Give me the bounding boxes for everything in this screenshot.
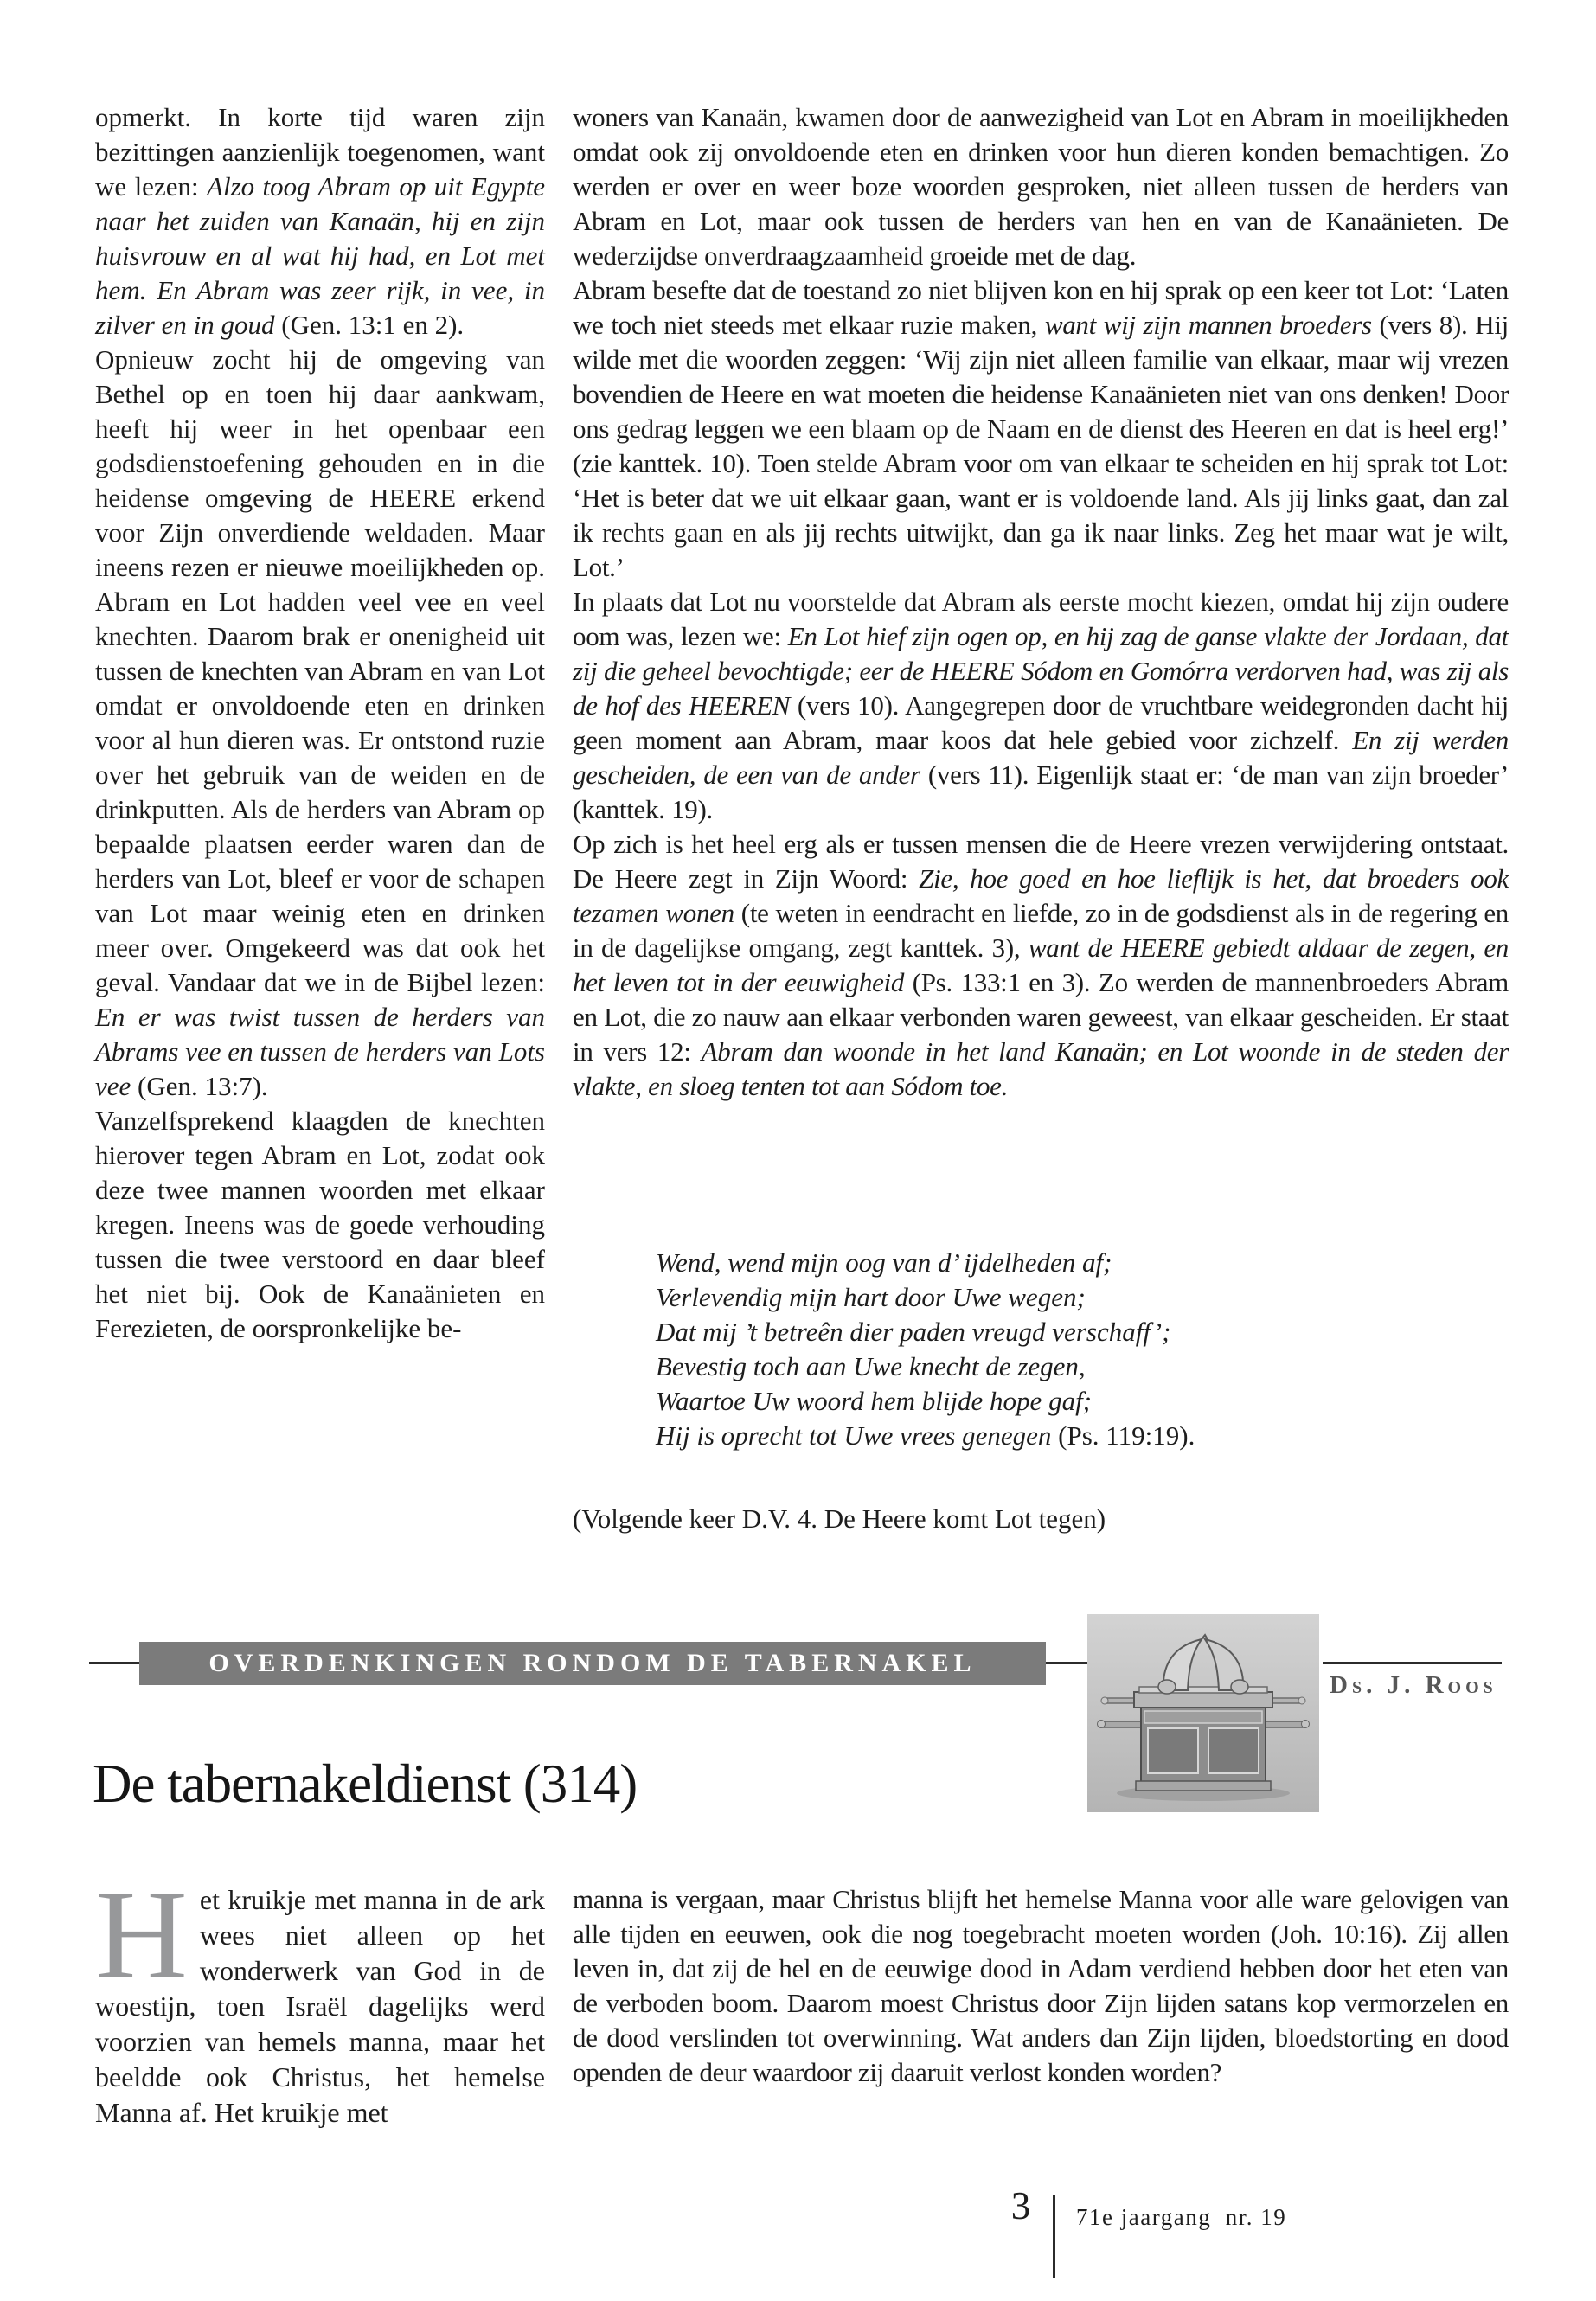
paragraph: woners van Kanaän, kwamen door de aanwezigheid van Lot en Abram in moeilijkheden omdat ook zij onvoldoende eten en drinken voor hun dieren konden bemachtigen. Zo werden er over en weer boze woorden gesproken, niet alleen tussen de herders van Abram en Lot, maar ook tussen de herders van hen en van de Kanaänieten. De wederzijdse onverdraagzaamheid groeide met de dag.	[573, 102, 1509, 271]
paragraph: In plaats dat Lot nu voorstelde dat Abram als eerste mocht kiezen, omdat hij zijn oudere oom was, lezen we: En Lot hief zijn ogen op, en hij zag de ganse vlakte der Jordaan, dat zij die geheel bevochtigde; eer de HEERE Sódom en Gomórra verdorven had, was zij als de hof des HEEREN (vers 10). Aangegrepen door de vruchtbare weidegronden dacht hij geen moment aan Abram, maar koos dat hele gebied voor zichzelf. En zij werden gescheiden, de een van de ander (vers 11). Eigenlijk staat er: ‘de man van zijn broeder’ (kanttek. 19).	[573, 586, 1509, 824]
psalm-poem	[656, 1246, 1330, 1453]
page-number: 3	[1010, 2184, 1031, 2227]
section-banner-label: OVERDENKINGEN RONDOM DE TABERNAKEL	[208, 1649, 977, 1677]
dropcap-letter: H	[95, 1864, 188, 2006]
paragraph: manna is vergaan, maar Christus blijft het hemelse Manna voor alle ware gelovigen van alle tijden en eeuwen, ook die nog toegebracht moeten worden (Joh. 10:16). Zij allen leven in, dat zij de hel en de eeuwige dood in Adam verdiend hebben door het eten van de verboden boom. Daarom moest Christus door Zijn lijden satans kop vermorzelen en de dood verslinden tot overwinning. Wat anders dan Zijn lijden, bloedstorting en dood openden de deur waardoor zij daaruit verlost konden worden?	[573, 1884, 1509, 2087]
poem-line: Hij is oprecht tot Uwe vrees genegen (Ps. 119:19).	[656, 1420, 1195, 1451]
poem-line: Bevestig toch aan Uwe knecht de zegen,	[656, 1351, 1086, 1381]
poem-line: Verlevendig mijn hart door Uwe wegen;	[656, 1282, 1086, 1312]
continuation-note: (Volgende keer D.V. 4. De Heere komt Lot tegen)	[573, 1503, 1106, 1534]
poem-line: Wend, wend mijn oog van d’ ijdelheden af;	[656, 1247, 1112, 1278]
left-column	[95, 100, 545, 1346]
poem-line: Waartoe Uw woord hem blijde hope gaf;	[656, 1386, 1093, 1416]
ark-image	[1087, 1614, 1319, 1812]
paragraph: Abram besefte dat de toestand zo niet blijven kon en hij sprak op een keer tot Lot: ‘Laten we toch niet steeds met elkaar ruzie maken, want wij zijn mannen broeders (vers 8). Hij wilde met die woorden zeggen: ‘Wij zijn niet alleen familie van elkaar, maar wij vrezen bovendien de Heere en wat moeten die heidense Kanaänieten niet van ons denken! Door ons gedrag leggen we een blaam op de Naam en de dienst des Heeren en dat is heel erg!’ (zie kanttek. 10). Toen stelde Abram voor om van elkaar te scheiden en hij sprak tot Lot: ‘Het is beter dat we uit elkaar gaan, want er is voldoende land. Als jij links gaat, dan zal ik rechts gaan en als jij rechts uitwijkt, dan ga ik naar links. Zeg het maar wat je wilt, Lot.’	[573, 275, 1509, 582]
paragraph: Vanzelfsprekend klaagden de knechten hierover tegen Abram en Lot, zodat ook deze twee mannen woorden met elkaar kregen. Ineens was de goede verhouding tussen die twee verstoord en daar bleef het niet bij. Ook de Kanaänieten en Ferezieten, de oorspronkelijke be-	[95, 1106, 545, 1343]
ark-of-covenant-photo	[1087, 1614, 1319, 1812]
banner-rule-left	[89, 1662, 139, 1664]
issue-label: 71e jaargang nr. 19	[1076, 2204, 1287, 2230]
section-banner	[139, 1642, 1046, 1685]
paragraph: Opnieuw zocht hij de omgeving van Bethel op en toen hij daar aankwam, heeft hij weer in het openbaar een godsdienstoefening gehouden en in die heidense omgeving de HEERE erkend voor Zijn onverdiende weldaden. Maar ineens rezen er nieuwe moeilijkheden op. Abram en Lot hadden veel vee en veel knechten. Daarom brak er onenigheid uit tussen de knechten van Abram en van Lot omdat er onvoldoende eten en drinken voor al hun dieren was. Er ontstond ruzie over het gebruik van de weiden en de drinkputten. Als de herders van Abram op bepaalde plaatsen eerder waren dan de herders van Lot, bleef er voor de schapen van Lot maar weinig eten en drinken meer over. Omgekeerd was dat ook het geval. Vandaar dat we in de Bijbel lezen: En er was twist tussen de herders van Abrams vee en tussen de herders van Lots vee (Gen. 13:7).	[95, 344, 545, 1101]
right-bottom-column	[573, 1882, 1509, 2090]
paragraph	[95, 1864, 545, 2131]
banner-rule-middle	[1046, 1662, 1089, 1664]
paragraph: Op zich is het heel erg als er tussen mensen die de Heere vrezen verwijdering ontstaat. De Heere zegt in Zijn Woord: Zie, hoe goed en hoe lieflijk is het, dat broeders ook tezamen wonen (te weten in eendracht en liefde, zo in de godsdienst als in de regering en in de dagelijkse omgang, zegt kanttek. 3), want de HEERE gebiedt aldaar de zegen, en het leven tot in der eeuwigheid (Ps. 133:1 en 3). Zo werden de mannenbroeders Abram en Lot, die zo nauw aan elkaar verbonden waren geweest, van elkaar gescheiden. Er staat in vers 12: Abram dan woonde in het land Kanaän; en Lot woonde in de steden der vlakte, en sloeg tenten tot aan Sódom toe.	[573, 829, 1509, 1101]
author-name: Ds. J. Roos	[1330, 1671, 1497, 1699]
paragraph: opmerkt. In korte tijd waren zijn bezittingen aanzienlijk toegenomen, want we lezen: Alzo toog Abram op uit Egypte naar het zuiden van Kanaän, hij en zijn huisvrouw en al wat hij had, en Lot met hem. En Abram was zeer rijk, in vee, in zilver en in goud (Gen. 13:1 en 2).	[95, 102, 545, 340]
paragraph-text: et kruikje met manna in de ark wees niet alleen op het wonderwerk van God in de woestijn, toen Israël dagelijks werd voorzien van hemels manna, maar het beeldde ook Christus, het hemelse Manna af. Het kruikje met	[95, 1884, 545, 2128]
banner-rule-right	[1323, 1662, 1502, 1664]
article-title: De tabernakeldienst (314)	[93, 1753, 638, 1814]
right-column	[573, 100, 1509, 1104]
dropcap-paragraph	[95, 1864, 545, 2131]
footer-divider	[1053, 2195, 1055, 2278]
poem-line: Dat mij ’t betreên dier paden vreugd verschaff’;	[656, 1317, 1171, 1347]
